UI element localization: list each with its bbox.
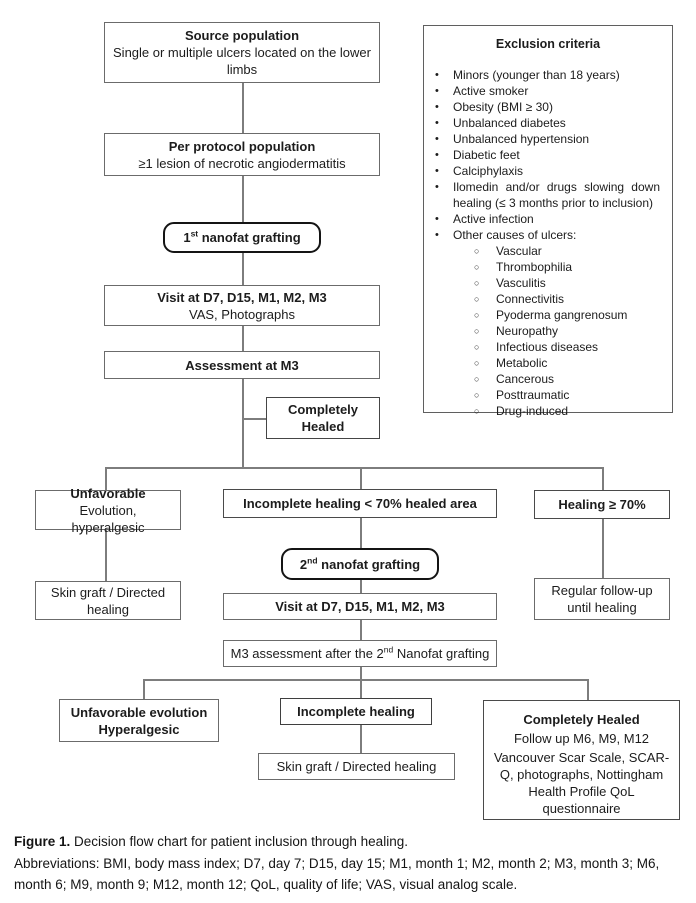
visit1-box bbox=[104, 285, 380, 326]
skin-graft2-box bbox=[258, 753, 455, 780]
connector-stub-completely-healed1 bbox=[242, 418, 266, 420]
connector-visit1-to-assessment bbox=[242, 326, 244, 351]
bullet-icon: • bbox=[435, 85, 439, 97]
caption-abbreviations: Abbreviations: BMI, body mass index; D7, day 7; D15, day 15; M1, month 1; M2, month 2; M3, month 3; M6, month 6; M9, month 9; M12, month 12; QoL, quality of life; VAS, visual analog scale. bbox=[14, 855, 660, 892]
drop-incomplete2 bbox=[360, 679, 362, 698]
unfavorable1-title: Unfavorable bbox=[70, 485, 146, 501]
bullet-icon: • bbox=[435, 149, 439, 161]
split-line-1 bbox=[105, 467, 603, 469]
ulcer-cause-item: ○ Cancerous bbox=[474, 372, 555, 386]
first-nanofat-grafting-label: 1st nanofat grafting bbox=[183, 228, 301, 245]
caption-text: Decision flow chart for patient inclusion through healing. bbox=[70, 834, 408, 849]
ulcer-cause-item: ○ Vascular bbox=[474, 244, 542, 258]
unfavorable1-body: Evolution, hyperalgesic bbox=[71, 502, 145, 535]
drop-unfavorable2 bbox=[143, 679, 145, 699]
exclusion-item: • Active infection bbox=[435, 212, 534, 226]
connector-assessment-down bbox=[242, 379, 244, 469]
second-nanofat-grafting-label: 2nd nanofat grafting bbox=[299, 555, 421, 572]
connector-nanofat1-to-visit1 bbox=[242, 253, 244, 285]
drop-healing70 bbox=[602, 467, 604, 490]
circle-bullet-icon: ○ bbox=[474, 326, 480, 336]
incomplete-healing-70-title: Incomplete healing < 70% healed area bbox=[243, 496, 477, 511]
bullet-icon: • bbox=[435, 229, 439, 241]
regular-followup-line1: Regular follow-up bbox=[551, 583, 653, 598]
exclusion-item: • Diabetic feet bbox=[435, 148, 520, 162]
exclusion-item: • Unbalanced hypertension bbox=[435, 132, 590, 146]
assessment-m3-box bbox=[104, 351, 380, 379]
skin-graft2-body: Skin graft / Directed healing bbox=[276, 759, 437, 774]
connector-protocol-to-nanofat1 bbox=[242, 176, 244, 222]
circle-bullet-icon: ○ bbox=[474, 406, 480, 416]
ulcer-cause-item: ○ Thrombophilia bbox=[474, 260, 573, 274]
bullet-icon: • bbox=[435, 133, 439, 145]
exclusion-criteria-list bbox=[424, 67, 672, 243]
completely-healed2-followup: Follow up M6, M9, M12 bbox=[513, 731, 650, 746]
per-protocol-box bbox=[104, 133, 380, 176]
per-protocol-title: Per protocol population bbox=[168, 138, 316, 154]
circle-bullet-icon: ○ bbox=[474, 358, 480, 368]
circle-bullet-icon: ○ bbox=[474, 390, 480, 400]
circle-bullet-icon: ○ bbox=[474, 278, 480, 288]
circle-bullet-icon: ○ bbox=[474, 342, 480, 352]
bullet-icon: • bbox=[435, 165, 439, 177]
unfavorable-evolution1-box bbox=[35, 485, 181, 535]
exclusion-item: • Calciphylaxis bbox=[435, 164, 524, 178]
first-nanofat-grafting-box bbox=[163, 222, 321, 253]
connector-incomplete2-to-skin2 bbox=[360, 725, 362, 753]
connector-source-to-protocol bbox=[242, 83, 244, 133]
exclusion-item: • Active smoker bbox=[435, 84, 529, 98]
regular-followup-line2: until healing bbox=[567, 600, 637, 615]
caption-line bbox=[14, 831, 686, 853]
circle-bullet-icon: ○ bbox=[474, 294, 480, 304]
bullet-icon: • bbox=[435, 181, 439, 193]
completely-healed1-line1: Completely bbox=[287, 402, 359, 417]
circle-bullet-icon: ○ bbox=[474, 246, 480, 256]
exclusion-item: • Minors (younger than 18 years) bbox=[435, 68, 620, 82]
m3-assessment2-label: M3 assessment after the 2nd Nanofat grafting bbox=[230, 644, 490, 661]
figure-caption bbox=[14, 831, 686, 896]
connector-visit2-to-m3assessment bbox=[360, 620, 362, 640]
second-nanofat-grafting-box bbox=[281, 548, 439, 580]
exclusion-criteria-title: Exclusion criteria bbox=[495, 37, 601, 51]
circle-bullet-icon: ○ bbox=[474, 262, 480, 272]
unfavorable2-line1: Unfavorable evolution bbox=[70, 704, 208, 720]
bullet-icon: • bbox=[435, 69, 439, 81]
visit2-title: Visit at D7, D15, M1, M2, M3 bbox=[275, 599, 445, 614]
healing-70-title: Healing ≥ 70% bbox=[558, 497, 646, 512]
skin-graft1-line1: Skin graft / Directed bbox=[50, 584, 166, 600]
circle-bullet-icon: ○ bbox=[474, 374, 480, 384]
exclusion-item: • Obesity (BMI ≥ 30) bbox=[435, 100, 553, 114]
healing-70-box bbox=[534, 490, 670, 519]
visit2-box bbox=[223, 593, 497, 620]
source-population-body: Single or multiple ulcers located on the lower limbs bbox=[113, 45, 371, 77]
unfavorable2-line2: Hyperalgesic bbox=[98, 721, 180, 737]
m3-assessment2-box bbox=[223, 640, 497, 667]
incomplete-healing-70-box bbox=[223, 489, 497, 518]
connector-incomplete70-to-nanofat2 bbox=[360, 518, 362, 548]
ulcer-cause-item: ○ Connectivitis bbox=[474, 292, 565, 306]
skin-graft1-box bbox=[35, 581, 181, 620]
visit1-title: Visit at D7, D15, M1, M2, M3 bbox=[157, 289, 327, 305]
drop-completely-healed2 bbox=[587, 679, 589, 700]
completely-healed2-scales: Vancouver Scar Scale, SCAR-Q, photographs, Nottingham Health Profile QoL questionnaire bbox=[493, 750, 670, 816]
assessment-m3-title: Assessment at M3 bbox=[185, 357, 299, 373]
ulcer-cause-item: ○ Metabolic bbox=[474, 356, 548, 370]
source-population-title: Source population bbox=[184, 28, 300, 43]
split-line-2 bbox=[143, 679, 587, 681]
exclusion-item: • Unbalanced diabetes bbox=[435, 116, 566, 130]
ulcer-cause-item: ○ Posttraumatic bbox=[474, 388, 570, 402]
completely-healed2-box bbox=[483, 700, 680, 820]
per-protocol-body: ≥1 lesion of necrotic angiodermatitis bbox=[138, 155, 346, 171]
connector-unfavorable1-to-skin1 bbox=[105, 530, 107, 581]
regular-followup-box bbox=[534, 578, 670, 620]
ulcer-cause-item: ○ Infectious diseases bbox=[474, 340, 599, 354]
figure-label: Figure 1. bbox=[14, 834, 71, 849]
ulcer-cause-item: ○ Pyoderma gangrenosum bbox=[474, 308, 628, 322]
exclusion-item: • Ilomedin and/or drugs slowing down healing (≤ 3 months prior to inclusion) bbox=[435, 180, 660, 210]
completely-healed1-box bbox=[266, 397, 380, 439]
source-population-box bbox=[104, 22, 380, 83]
ulcer-cause-item: ○ Vasculitis bbox=[474, 276, 546, 290]
bullet-icon: • bbox=[435, 213, 439, 225]
completely-healed1-line2: Healed bbox=[301, 419, 345, 434]
completely-healed2-title: Completely Healed bbox=[523, 712, 640, 727]
exclusion-item: • Other causes of ulcers: bbox=[435, 228, 577, 242]
connector-nanofat2-to-visit2 bbox=[360, 580, 362, 593]
exclusion-criteria-panel bbox=[423, 25, 673, 418]
other-ulcer-causes-list bbox=[424, 243, 672, 419]
circle-bullet-icon: ○ bbox=[474, 310, 480, 320]
bullet-icon: • bbox=[435, 117, 439, 129]
bullet-icon: • bbox=[435, 101, 439, 113]
drop-incomplete70 bbox=[360, 467, 362, 489]
incomplete-healing2-box bbox=[280, 698, 432, 725]
unfavorable-evolution2-box bbox=[59, 699, 219, 742]
skin-graft1-line2: healing bbox=[87, 601, 129, 617]
visit1-body: VAS, Photographs bbox=[189, 306, 295, 322]
connector-healing70-to-followup bbox=[602, 519, 604, 578]
ulcer-cause-item: ○ Neuropathy bbox=[474, 324, 559, 338]
incomplete-healing2-title: Incomplete healing bbox=[297, 704, 415, 719]
ulcer-cause-item: ○ Drug-induced bbox=[474, 404, 569, 418]
